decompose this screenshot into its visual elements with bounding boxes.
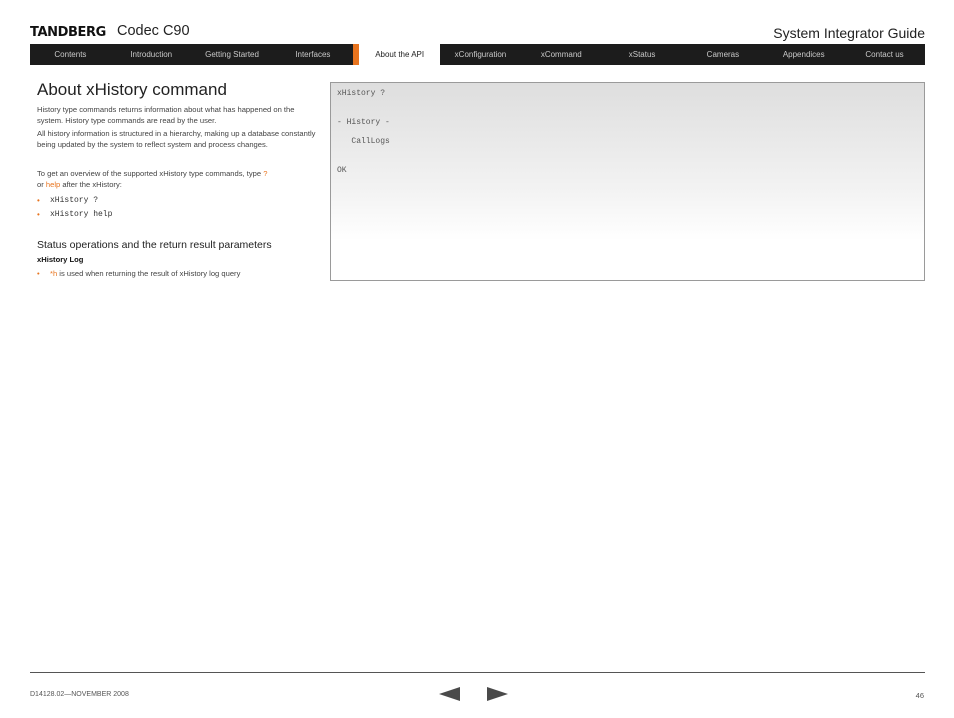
code-line: xHistory ? bbox=[337, 89, 386, 98]
document-id: D14128.02—NOVEMBER 2008 bbox=[30, 691, 129, 698]
log-note: • *h is used when returning the result of xHistory log query bbox=[37, 269, 241, 278]
page-number: 46 bbox=[915, 691, 924, 700]
tab-contact-us[interactable]: Contact us bbox=[865, 50, 904, 59]
tab-getting-started[interactable]: Getting Started bbox=[205, 50, 259, 59]
code-line bbox=[337, 127, 918, 137]
bullet-icon: • bbox=[37, 269, 40, 278]
code-line: CallLogs bbox=[337, 136, 390, 146]
top-navigation bbox=[30, 44, 925, 65]
h-marker: *h bbox=[50, 269, 58, 278]
code-line bbox=[337, 156, 918, 166]
intro-paragraph: History type commands returns information about what has happened on the system. History type commands are read by the user. bbox=[37, 105, 295, 125]
tab-interfaces[interactable]: Interfaces bbox=[295, 50, 331, 59]
subsection-heading: xHistory Log bbox=[37, 255, 84, 264]
section-heading: Status operations and the return result parameters bbox=[37, 239, 272, 251]
tab-xstatus[interactable]: xStatus bbox=[628, 50, 656, 59]
code-line bbox=[337, 147, 918, 157]
previous-page-arrow-icon[interactable] bbox=[439, 687, 460, 701]
tab-about-the-api[interactable]: About the API bbox=[353, 44, 440, 65]
question-mark-link[interactable]: ? bbox=[263, 169, 268, 178]
main-text-column bbox=[37, 80, 319, 279]
help-link[interactable]: help bbox=[45, 180, 61, 189]
tab-contents[interactable]: Contents bbox=[54, 50, 87, 59]
tab-cameras[interactable]: Cameras bbox=[706, 50, 740, 59]
footer-divider bbox=[30, 672, 925, 673]
tandberg-logo: TANDBERG bbox=[30, 25, 106, 40]
command-list bbox=[37, 194, 319, 222]
tab-xconfiguration[interactable]: xConfiguration bbox=[454, 50, 507, 59]
code-line bbox=[337, 108, 918, 118]
product-name: Codec C90 bbox=[117, 23, 190, 39]
code-line: - History - bbox=[337, 117, 390, 127]
page-title: About xHistory command bbox=[37, 80, 227, 99]
list-item: • xHistory ? bbox=[37, 194, 319, 208]
code-line: OK bbox=[337, 165, 347, 175]
header bbox=[30, 22, 925, 44]
list-item: • xHistory help bbox=[37, 208, 319, 222]
code-line bbox=[337, 99, 918, 109]
guide-title: System Integrator Guide bbox=[773, 25, 925, 41]
hierarchy-paragraph: All history information is structured in a hierarchy, making up a database constantly being updated by the system to reflect system and process changes. bbox=[37, 129, 316, 149]
tab-introduction[interactable]: Introduction bbox=[130, 50, 173, 59]
code-example-box bbox=[330, 82, 925, 281]
next-page-arrow-icon[interactable] bbox=[487, 687, 508, 701]
overview-paragraph: To get an overview of the supported xHistory type commands, type ? or help after the xHistory: bbox=[37, 169, 268, 189]
tab-xcommand[interactable]: xCommand bbox=[540, 50, 582, 59]
tab-appendices[interactable]: Appendices bbox=[782, 50, 825, 59]
